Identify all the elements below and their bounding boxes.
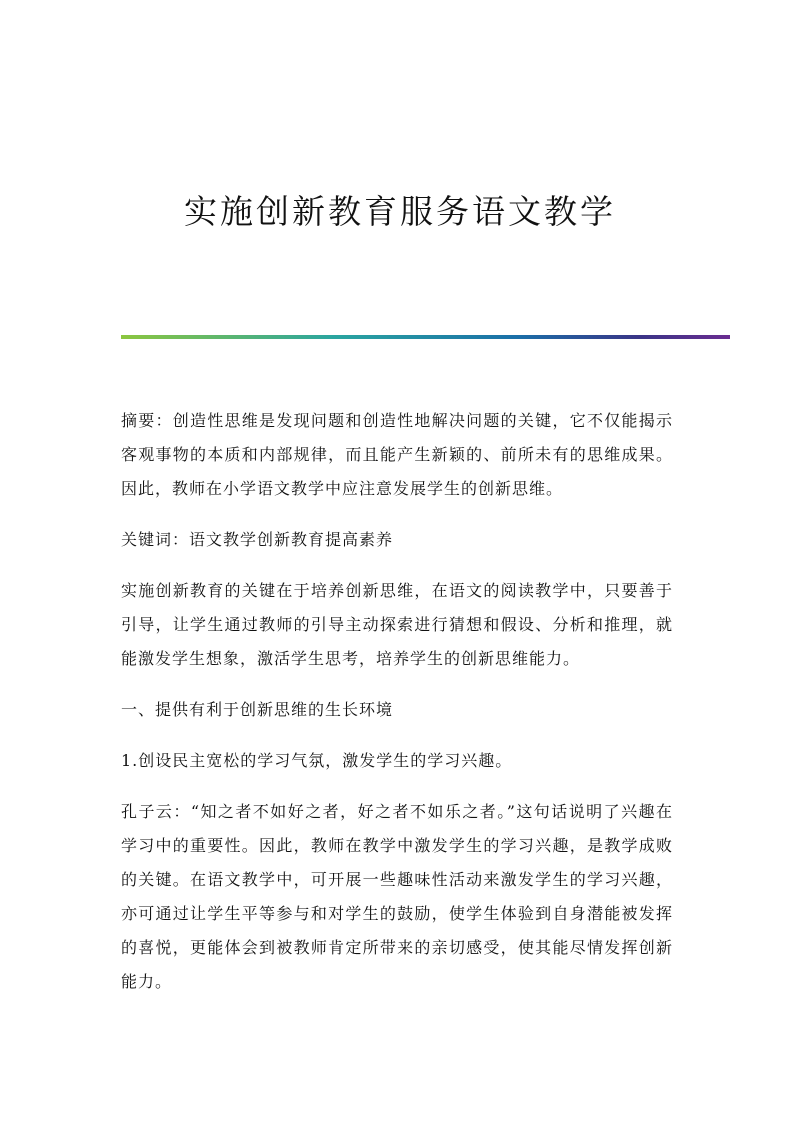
intro-paragraph: 实施创新教育的关键在于培养创新思维，在语文的阅读教学中，只要善于引导，让学生通过教师的引导主动探索进行猜想和假设、分析和推理，就能激发学生想象，激活学生思考，培养学生的创新思维能力。 xyxy=(121,581,673,668)
document-body xyxy=(121,404,673,1016)
abstract-paragraph: 摘要：创造性思维是发现问题和创造性地解决问题的关键，它不仅能揭示客观事物的本质和内部规律，而且能产生新颖的、前所未有的思维成果。因此，教师在小学语文教学中应注意发展学生的创新思维。 xyxy=(121,411,673,498)
section-heading: 一、提供有利于创新思维的生长环境 xyxy=(121,700,394,719)
subsection-heading: 1.创设民主宽松的学习气氛，激发学生的学习兴趣。 xyxy=(121,751,513,770)
title-divider xyxy=(121,335,730,339)
document-title: 实施创新教育服务语文教学 xyxy=(184,192,616,231)
body-paragraph: 孔子云：“知之者不如好之者，好之者不如乐之者。”这句话说明了兴趣在学习中的重要性。因此，教师在教学中激发学生的学习兴趣，是教学成败的关键。在语文教学中，可开展一些趣味性活动来激发学生的学习兴趣，亦可通过让学生平等参与和对学生的鼓励，使学生体验到自身潜能被发挥的喜悦，更能体会到被教师肯定所带来的亲切感受，使其能尽情发挥创新能力。 xyxy=(121,802,673,991)
keywords-paragraph: 关键词：语文教学创新教育提高素养 xyxy=(121,530,394,549)
